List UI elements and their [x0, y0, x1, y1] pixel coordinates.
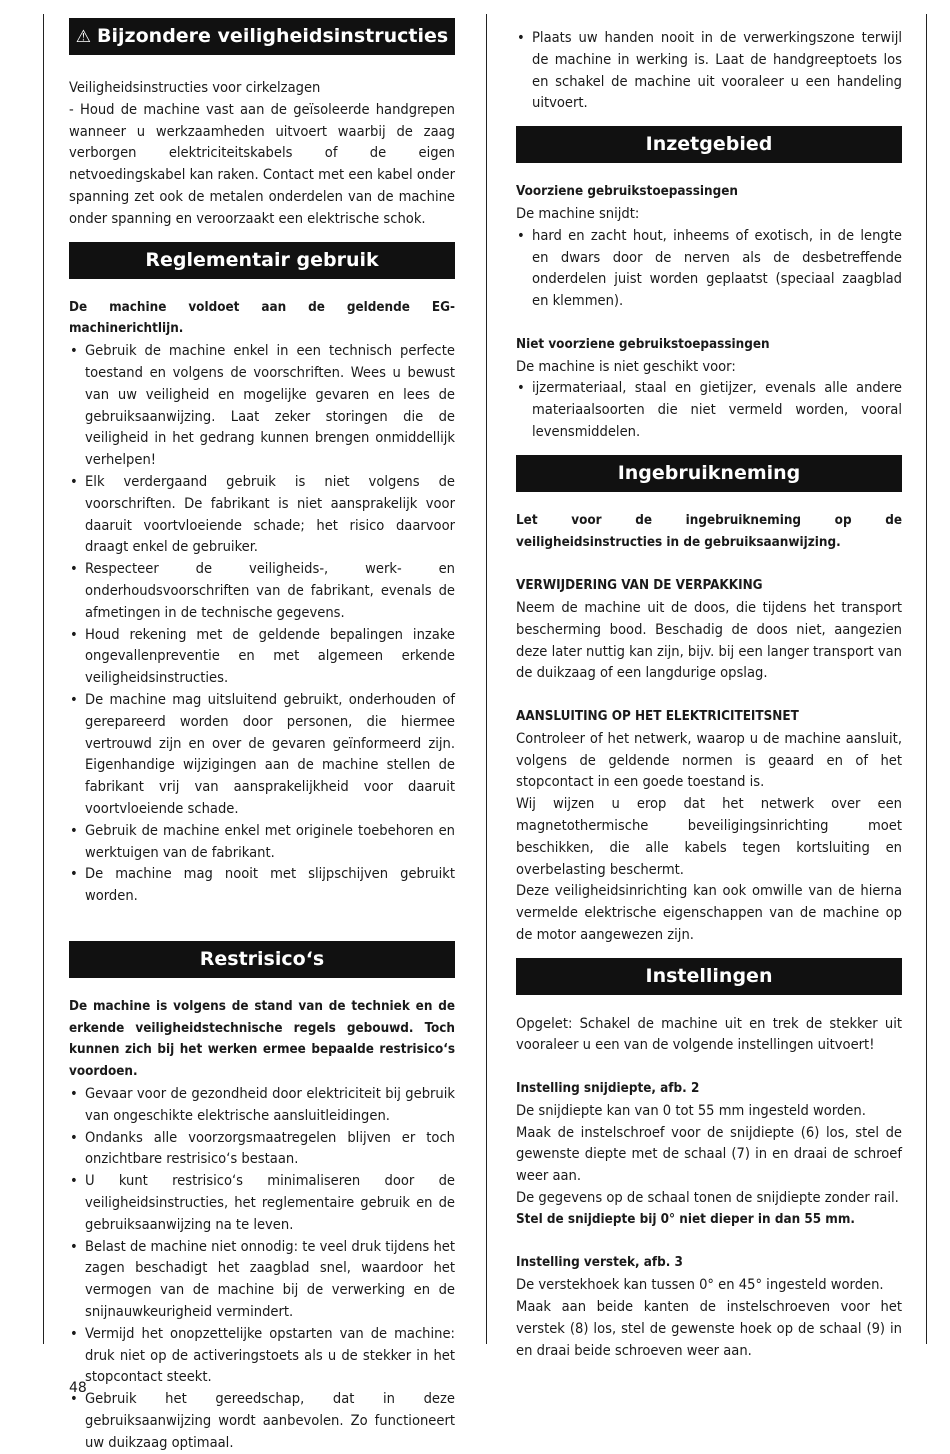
safety-text: - Houd de machine vast aan de geïsoleerde handgrepen wanneer u werkzaamheden uitvoert waarbij de zaag verborgen elektriciteitskabels of de eigen netvoedingskabel kan raken. Contact met een kabel onder spanning zet ook de metalen onderdelen van de machine onder spanning en veroorzaakt een elektrische schok. — [69, 100, 455, 227]
list-item: • hard en zacht hout, inheems of exotisch, in de lengte en dwars door de nerven als de desbetreffende onderdelen juist worden geplaatst (speciaal zaagblad en klemmen). — [516, 225, 902, 312]
depth-text-3: De gegevens op de schaal tonen de snijdiepte zonder rail. — [516, 1189, 899, 1207]
safety-heading — [69, 18, 455, 55]
list-item: • Vermijd het onopzettelijke opstarten van de machine: druk niet op de activeringstoets als u de stekker in het stopcontact steekt. — [69, 1323, 455, 1388]
mains-text-3: Deze veiligheidsinrichting kan ook omwille van de hierna vermelde elektrische eigenschappen van de machine op de motor aangewezen zijn. — [516, 882, 902, 943]
usage-heading: Reglementair gebruik — [69, 242, 455, 279]
safety-title: Bijzondere veiligheidsinstructies — [97, 25, 449, 47]
usage-list — [69, 340, 455, 907]
bevel-heading: Instelling verstek, afb. 3 — [516, 1255, 683, 1271]
intended-use-heading: Voorziene gebruikstoepassingen — [516, 184, 738, 200]
list-item: • U kunt restrisico‘s minimaliseren door de veiligheidsinstructies, het reglementaire gebruik en de gebruiksaanwijzing na te leven. — [69, 1170, 455, 1235]
list-item: • Plaats uw handen nooit in de verwerkingszone terwijl de machine in werking is. Laat de handgreeptoets los en schakel de machine uit vooraleer u een handeling uitvoert. — [516, 27, 902, 114]
list-item: • Belast de machine niet onnodig: te veel druk tijdens het zagen beschadigt het zaagblad snel, waardoor het vermogen van de machine bij de verwerking en de snijnauwkeurigheid vermindert. — [69, 1236, 455, 1323]
bevel-text-2: Maak aan beide kanten de instelschroeven voor het verstek (8) los, stel de gewenste hoek op de schaal (9) in en draai beide schroeven weer aan. — [516, 1298, 902, 1359]
left-column — [69, 18, 455, 1454]
left-margin-rule — [43, 14, 44, 1344]
unpacking-heading: VERWIJDERING VAN DE VERPAKKING — [516, 578, 763, 594]
right-margin-rule — [926, 14, 927, 1344]
right-column — [516, 27, 902, 1361]
continued-list — [516, 27, 902, 114]
unintended-use-heading: Niet voorziene gebruikstoepassingen — [516, 336, 770, 352]
list-item: • Houd rekening met de geldende bepalingen inzake ongevallenpreventie en met algemeen erkende veiligheidsinstructies. — [69, 624, 455, 689]
list-item: • Gevaar voor de gezondheid door elektriciteit bij gebruik van ongeschikte elektrische aansluitleidingen. — [69, 1083, 455, 1127]
risks-lead: De machine is volgens de stand van de techniek en de erkende veiligheidstechnische regels gebouwd. Toch kunnen zich bij het werken ermee bepaalde restrisico‘s voordoen. — [69, 998, 455, 1080]
center-rule — [486, 14, 487, 1344]
intended-use-text: De machine snijdt: — [516, 204, 640, 222]
list-item: • Gebruik de machine enkel met originele toebehoren en werktuigen van de fabrikant. — [69, 820, 455, 864]
unintended-use-text: De machine is niet geschikt voor: — [516, 357, 736, 375]
depth-text-2: Maak de instelschroef voor de snijdiepte (6) los, stel de gewenste diepte met de schaal (7) in en draai de schroef weer aan. — [516, 1123, 902, 1185]
depth-text-4: Stel de snijdiepte bij 0° niet dieper in dan 55 mm. — [516, 1211, 855, 1227]
safety-subtitle: Veiligheidsinstructies voor cirkelzagen — [69, 79, 321, 96]
list-item: • Gebruik het gereedschap, dat in deze gebruiksaanwijzing wordt aanbevolen. Zo functioneert uw duikzaag optimaal. — [69, 1388, 455, 1453]
depth-heading: Instelling snijdiepte, afb. 2 — [516, 1081, 700, 1097]
mains-text-1: Controleer of het netwerk, waarop u de machine aansluit, volgens de geldende normen is geaard en of het stopcontact in een goede toestand is. — [516, 729, 902, 791]
commissioning-heading: Ingebruikneming — [516, 455, 902, 492]
bevel-text-1: De verstekhoek kan tussen 0° en 45° ingesteld worden. — [516, 1276, 884, 1294]
unintended-use-list — [516, 377, 902, 442]
list-item: • De machine mag uitsluitend gebruikt, onderhouden of gerepareerd worden door personen, die hiermee vertrouwd zijn en over de gevaren geïnformeerd zijn. Eigenhandige wijzigingen aan de machine stellen de fabrikant vrij van aansprakelijkheid voor daaruit voortvloeiende schade. — [69, 689, 455, 820]
settings-heading: Instellingen — [516, 958, 902, 995]
risks-list — [69, 1083, 455, 1454]
settings-warning: Opgelet: Schakel de machine uit en trek de stekker uit vooraleer u een van de volgende instellingen uitvoert! — [516, 1014, 902, 1054]
list-item: • ijzermateriaal, staal en gietijzer, evenals alle andere materiaalsoorten die niet vermeld worden, vooral levensmiddelen. — [516, 377, 902, 442]
list-item: • Gebruik de machine enkel in een technisch perfecte toestand en volgens de voorschriften. Wees u bewust van uw veiligheid en mogelijke gevaren en lees de gebruiksaanwijzing. Laat zeker storingen die de veiligheid in het gedrang kunnen brengen onmiddellijk verhelpen! — [69, 340, 455, 471]
scope-heading: Inzetgebied — [516, 126, 902, 163]
intended-use-list — [516, 225, 902, 312]
usage-lead: De machine voldoet aan de geldende EG-machinerichtlijn. — [69, 299, 455, 337]
depth-text-1: De snijdiepte kan van 0 tot 55 mm ingesteld worden. — [516, 1101, 866, 1119]
mains-heading: AANSLUITING OP HET ELEKTRICITEITSNET — [516, 708, 799, 724]
list-item: • De machine mag nooit met slijpschijven gebruikt worden. — [69, 863, 455, 907]
commissioning-lead: Let voor de ingebruikneming op de veiligheidsinstructies in de gebruiksaanwijzing. — [516, 512, 902, 550]
list-item: • Ondanks alle voorzorgsmaatregelen blijven er toch onzichtbare restrisico‘s bestaan. — [69, 1127, 455, 1171]
risks-heading: Restrisico‘s — [69, 941, 455, 978]
page-number: 48 — [69, 1380, 87, 1396]
mains-text-2: Wij wijzen u erop dat het netwerk over een magnetothermische beveiligingsinrichting moet beschikken, die alle kabels tegen kortsluiting en overbelasting beschermt. — [516, 795, 902, 878]
unpacking-text: Neem de machine uit de doos, die tijdens het transport bescherming bood. Beschadig de doos niet, aangezien deze later nuttig kan zijn, bijv. bij een langer transport van de duikzaag of een langdurige opslag. — [516, 598, 902, 682]
list-item: • Elk verdergaand gebruik is niet volgens de voorschriften. De fabrikant is niet aansprakelijk voor daaruit voortvloeiende schade; het risico daarvoor draagt enkel de gebruiker. — [69, 471, 455, 558]
warning-triangle-icon: ⚠ — [75, 27, 92, 47]
list-item: • Respecteer de veiligheids-, werk- en onderhoudsvoorschriften van de fabrikant, evenals de afmetingen in de technische gegevens. — [69, 558, 455, 623]
